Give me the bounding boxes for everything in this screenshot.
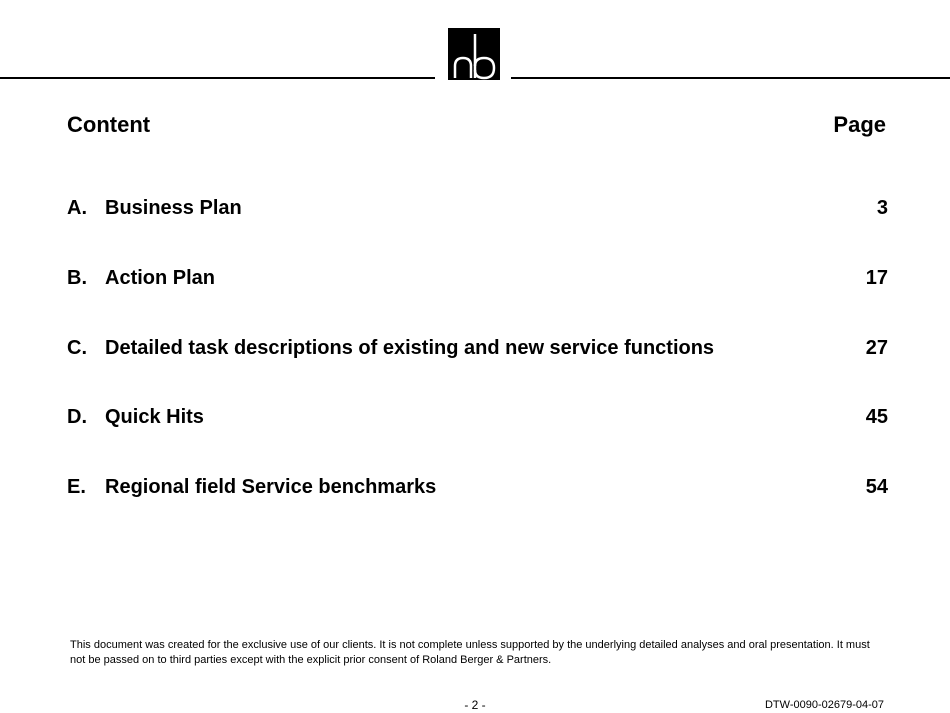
toc-entry (67, 476, 888, 502)
disclaimer-text: This document was created for the exclusive use of our clients. It is not complete unless supported by the underlying detailed analyses and oral presentation. It must not be passed on to third parties except with the explicit prior consent of Roland Berger & Partners. (70, 639, 870, 666)
toc-letter: E. (67, 476, 86, 498)
toc-entry (67, 267, 888, 293)
content-heading: Content (67, 112, 151, 137)
toc-page-number: 3 (876, 197, 888, 219)
footer-page-number: - 2 - (464, 698, 486, 712)
toc-title: Regional field Service benchmarks (105, 476, 437, 498)
toc-letter: A. (67, 197, 87, 219)
toc-entry (67, 337, 888, 363)
rb-logo-icon (448, 28, 500, 80)
toc-entry (67, 406, 888, 432)
toc-letter: C. (67, 337, 87, 359)
toc-title: Quick Hits (105, 406, 204, 428)
toc-title: Business Plan (105, 197, 242, 219)
toc-page-number: 27 (865, 337, 888, 359)
document-id: DTW-0090-02679-04-07 (764, 699, 884, 711)
toc-letter: D. (67, 406, 87, 428)
toc-title: Detailed task descriptions of existing and new service functions (105, 337, 715, 359)
toc-page-number: 45 (865, 406, 888, 428)
header-rule-right (511, 77, 950, 79)
toc-page-number: 17 (865, 267, 888, 289)
toc-letter: B. (67, 267, 87, 289)
toc-title: Action Plan (105, 267, 216, 289)
toc-entry (67, 197, 888, 223)
header-rule-left (0, 77, 435, 79)
toc-page-number: 54 (865, 476, 888, 498)
page-heading: Page (833, 112, 886, 137)
